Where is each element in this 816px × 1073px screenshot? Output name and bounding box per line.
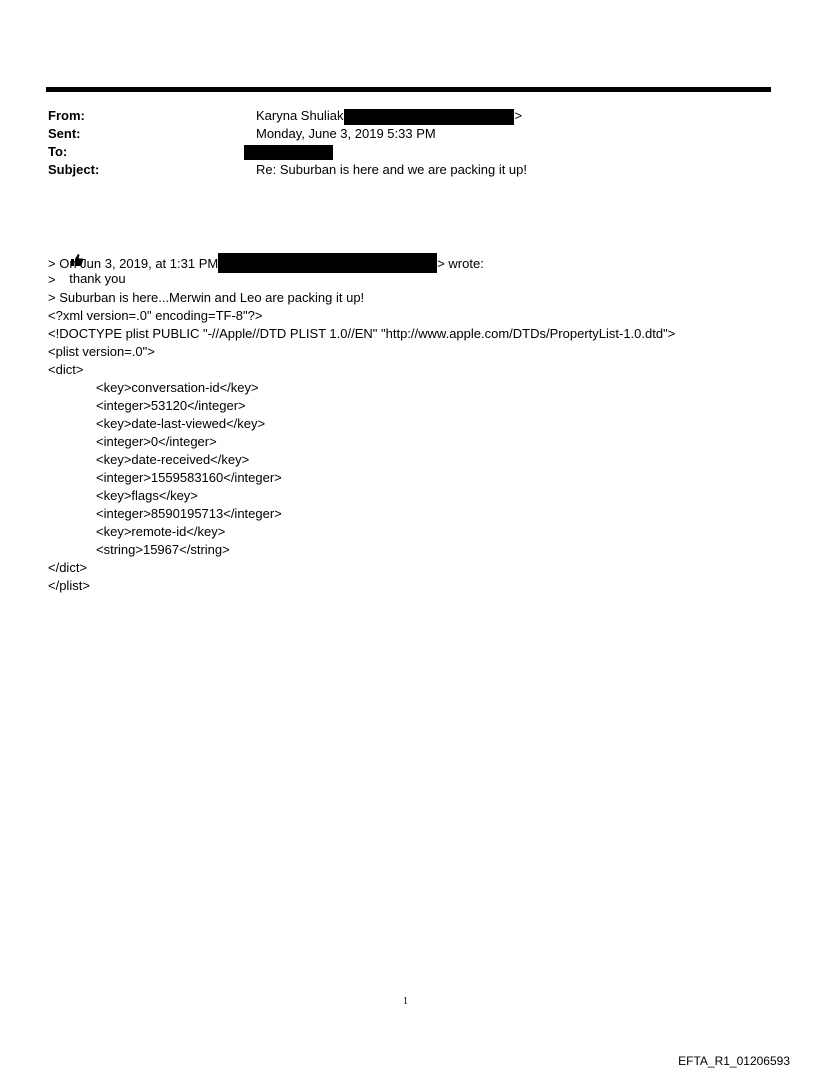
xml-line: <plist version=.0"> [48,344,155,359]
xml-line: <integer>1559583160</integer> [96,470,282,485]
xml-line: <key>date-last-viewed</key> [96,416,266,431]
sent-value: Monday, June 3, 2019 5:33 PM [256,126,436,141]
xml-line: </dict> [48,560,88,575]
quote-suffix: > wrote: [437,256,484,271]
xml-line: <integer>53120</integer> [96,398,246,413]
quote-prefix: > On Jun 3, 2019, at 1:31 PM [48,256,219,271]
xml-line: <key>flags</key> [96,488,198,503]
reply-text: thank you [69,271,126,286]
redaction-box [244,145,333,160]
xml-line: <key>conversation-id</key> [96,380,259,395]
from-label: From: [48,108,85,123]
from-suffix: > [514,108,523,123]
quote-header-line [48,253,484,273]
header-rule [46,87,771,92]
xml-line: <key>remote-id</key> [96,524,226,539]
quote-blank-line: > [48,272,56,287]
from-name: Karyna Shuliak [256,108,344,123]
xml-line: <?xml version=.0" encoding=TF-8"?> [48,308,263,323]
xml-line: <key>date-received</key> [96,452,250,467]
xml-line: <!DOCTYPE plist PUBLIC "-//Apple//DTD PLIST 1.0//EN" "http://www.apple.com/DTDs/PropertyList-1.0.dtd"> [48,326,676,341]
xml-line: </plist> [48,578,90,593]
to-value [244,143,333,161]
xml-line: <integer>0</integer> [96,434,217,449]
redaction-box [344,109,514,125]
page-number: 1 [403,996,408,1007]
subject-value: Re: Suburban is here and we are packing it up! [256,162,528,177]
to-label: To: [48,144,68,159]
xml-line: <integer>8590195713</integer> [96,506,282,521]
from-value [256,107,522,125]
xml-line: <dict> [48,362,84,377]
subject-label: Subject: [48,162,100,177]
xml-line: <string>15967</string> [96,542,230,557]
redaction-box [218,253,437,273]
quote-message-line: > Suburban is here...Merwin and Leo are packing it up! [48,290,365,305]
sent-label: Sent: [48,126,81,141]
document-id: EFTA_R1_01206593 [678,1054,790,1068]
